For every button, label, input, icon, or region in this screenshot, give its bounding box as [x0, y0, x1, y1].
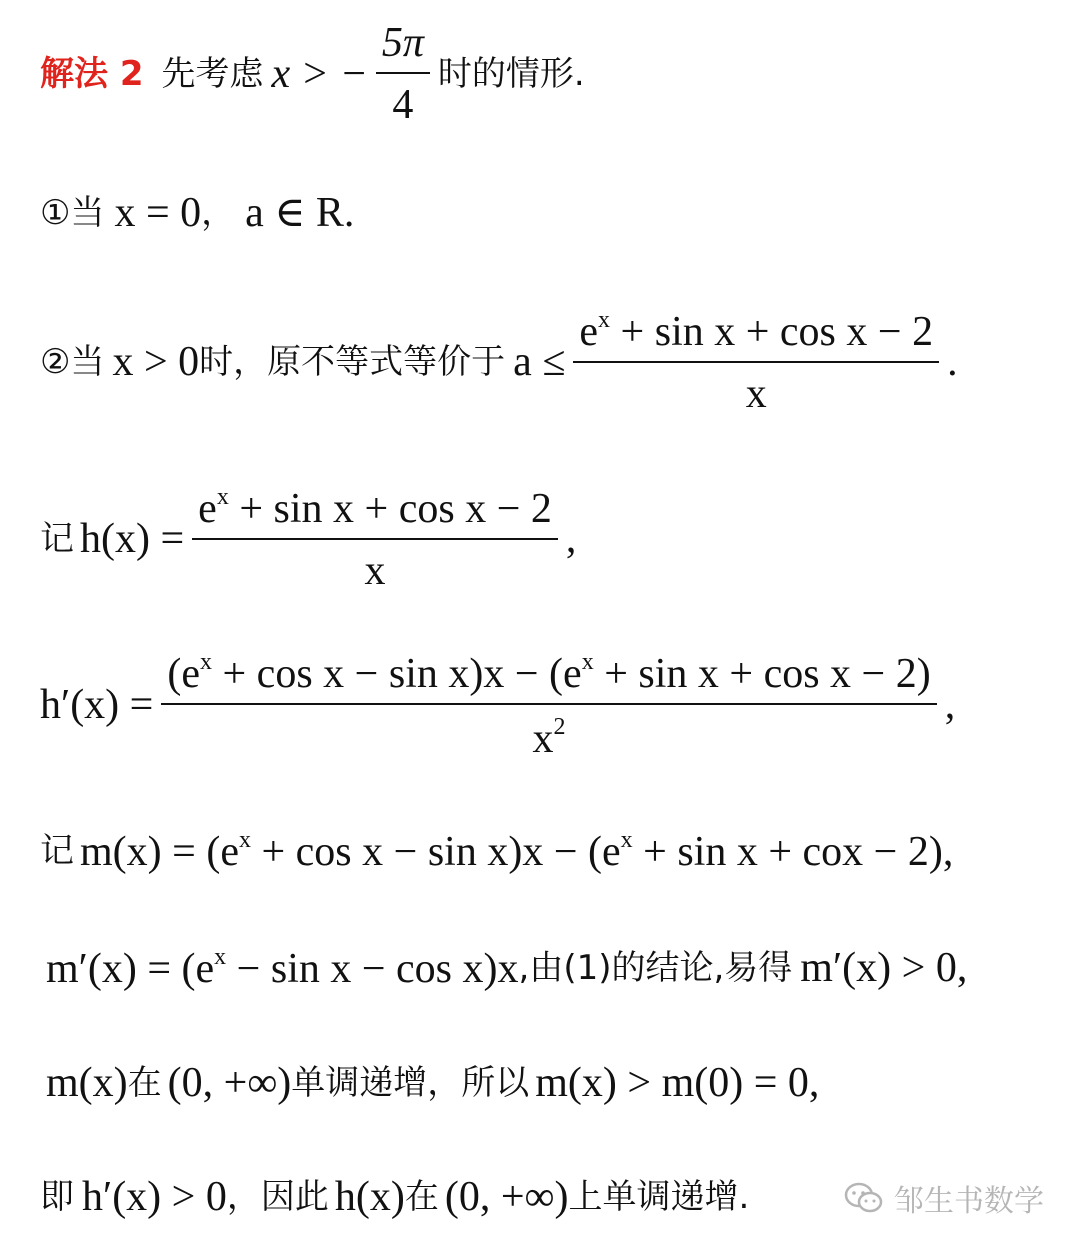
text: .: [947, 338, 958, 385]
fraction: [192, 485, 558, 592]
text: ,: [956, 944, 968, 991]
math: m(x): [46, 1060, 128, 1106]
text: 时，原不等式等价于: [199, 341, 506, 382]
text: ,由(1)的结论,易得: [518, 947, 793, 988]
text: 记: [40, 830, 74, 871]
case-2-line: [40, 308, 1050, 415]
text: 在: [127, 1063, 162, 1103]
fraction-denominator: x: [745, 371, 767, 417]
define-m-line: [40, 828, 1050, 873]
fraction-numerator: $(e^x + \cos x - \sin x)x - (e^x + \sin x + \cos x - 2)$: [161, 650, 936, 705]
text: 即: [40, 1177, 74, 1217]
m-increasing-line: [40, 1062, 1050, 1104]
math: h(x): [334, 1174, 405, 1220]
math: m′(x) > 0: [800, 944, 957, 991]
math: a ≤: [513, 338, 566, 385]
text: ，: [201, 193, 236, 233]
text: ,: [808, 1060, 820, 1106]
math-inequality: x > −: [271, 51, 368, 97]
math: m(x) > m(0) = 0: [535, 1060, 809, 1106]
text: ,: [565, 515, 577, 562]
fraction-numerator: 5π: [376, 22, 430, 74]
text: 在: [404, 1177, 439, 1217]
math: h′(x) =: [40, 682, 154, 728]
solution-heading-line: [40, 22, 1050, 126]
text: ，因此: [226, 1177, 329, 1217]
fraction-denominator: 4: [392, 82, 414, 128]
fraction: [161, 650, 936, 760]
fraction-numerator: $e^x + \sin x + \cos x - 2$: [573, 308, 939, 363]
fraction-denominator: x: [364, 548, 386, 594]
fraction: [573, 308, 939, 415]
text: 单调递增，所以: [291, 1063, 530, 1103]
fraction-denominator: $x^2$: [532, 714, 566, 762]
text: ,: [944, 682, 956, 728]
math: h′(x) > 0: [82, 1174, 227, 1220]
wechat-icon: [844, 1182, 884, 1214]
fraction-numerator: $e^x + \sin x + \cos x - 2$: [192, 485, 558, 540]
solution-label: 解法 2: [40, 54, 144, 94]
text: 先考虑: [161, 54, 264, 94]
case-1-line: [40, 192, 1050, 234]
math: $m(x) = (e^x + \cos x - \sin x)x - (e^x + \sin x$ + cox − 2),: [80, 827, 954, 875]
watermark-text: 邹生书数学: [894, 1184, 1044, 1219]
math: (0, +∞): [167, 1060, 292, 1106]
h-derivative-line: [40, 650, 1050, 760]
math: $m'(x) = (e^x - \sin x - \cos x)x$: [46, 944, 519, 992]
watermark: [844, 1176, 1044, 1220]
math: h(x) =: [80, 515, 185, 562]
text: 时的情形.: [437, 54, 585, 94]
math: (0, +∞): [444, 1174, 569, 1220]
define-h-line: [40, 485, 1050, 592]
fraction: [376, 22, 430, 126]
math: x = 0: [114, 190, 202, 236]
text: 上单调递增.: [568, 1177, 750, 1217]
text: .: [343, 190, 355, 236]
text: 记: [40, 518, 74, 559]
math: a ∈ R: [245, 190, 344, 236]
case-marker: ①当: [40, 193, 105, 233]
m-derivative-line: [40, 945, 1050, 990]
math: x > 0: [112, 338, 200, 385]
case-marker: ②当: [40, 341, 105, 382]
